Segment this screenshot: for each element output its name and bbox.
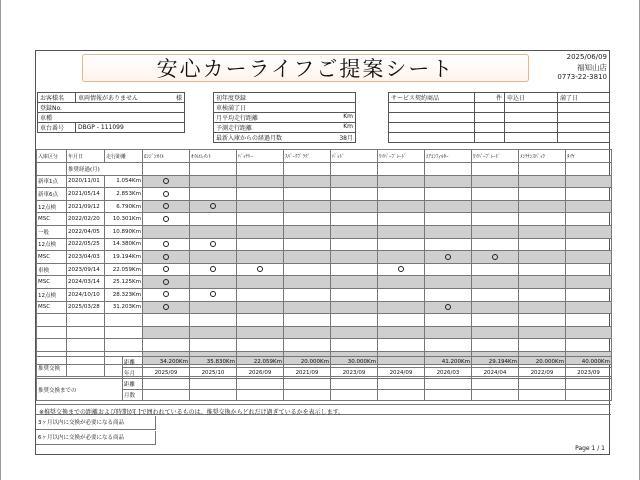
recommend-km: 41.200Km [425,357,472,368]
check-cell [331,276,378,289]
check-cell [237,263,284,276]
check-cell [425,276,472,289]
check-cell [237,238,284,251]
check-cell [566,263,612,276]
recommend-ym: 2025/10 [190,368,237,379]
check-cell [566,200,612,213]
check-cell [566,188,612,201]
footer-6months: 6ヶ月以内に交換が必要になる商品 [36,431,156,445]
header-row [37,150,612,163]
entry-type: 新車6点 [37,188,67,201]
entry-date: 2025/03/28 [67,301,105,314]
check-cell [143,213,190,226]
table-row [37,175,612,188]
entry-date: 2022/04/05 [67,225,105,238]
entry-type: MSC [37,251,67,264]
recommend-ym: 2024/09 [378,368,425,379]
check-cell [519,301,566,314]
column-header: ﾒﾝﾃﾅﾝｽﾊﾟｯｸ [519,150,566,163]
check-cell [284,213,331,226]
check-cell [143,188,190,201]
entry-date: 2023/04/03 [67,251,105,264]
contract-table [388,92,610,143]
check-cell [566,301,612,314]
predicted-distance: 予測走行距離 Km [214,123,356,133]
check-cell [378,288,425,301]
circle-mark-icon [163,216,169,222]
table-row [37,288,612,301]
check-cell [143,238,190,251]
check-cell [472,188,519,201]
check-cell [284,200,331,213]
check-cell [143,301,190,314]
entry-mileage: 14.380Km [105,238,143,251]
recommend-ym: 2024/04 [472,368,519,379]
circle-mark-icon [210,241,216,247]
column-header: ｴｱｺﾝﾌｨﾙﾀｰ [425,150,472,163]
entry-mileage: 25.125Km [105,276,143,289]
recommend-km: 20.000Km [519,357,566,368]
customer-name-value: 車両情報がありません 様 [76,93,185,103]
circle-mark-icon [492,254,498,260]
customer-table [37,92,185,133]
column-header: ﾊﾟｯﾄﾞ [331,150,378,163]
footer-3months: 3ヶ月以内に交換が必要になる商品 [36,416,156,430]
check-cell [519,288,566,301]
check-cell [237,251,284,264]
contract-product-label: サービス契約商品 [389,93,475,103]
check-cell [190,238,237,251]
check-cell [284,188,331,201]
check-cell [331,225,378,238]
check-cell [237,200,284,213]
entry-mileage: 6.790Km [105,200,143,213]
check-cell [519,175,566,188]
circle-mark-icon [445,304,451,310]
chassis-value: DBGP - 111099 [76,123,185,133]
table-row [37,213,612,226]
page-number: Page 1 / 1 [575,445,605,452]
recommend-month-row [37,368,612,379]
check-cell [425,225,472,238]
check-cell [284,263,331,276]
circle-mark-icon [257,266,263,272]
column-header: 入庫区分 [37,150,67,163]
check-cell [237,288,284,301]
recommended-months-label: 推奨経過(月) [67,163,143,176]
entry-type: MSC [37,213,67,226]
column-header: ﾊﾞｯﾃﾘｰ [237,150,284,163]
check-cell [237,188,284,201]
shop-name: 福知山店 [577,63,607,72]
check-cell [425,251,472,264]
check-cell [237,225,284,238]
until-label: 推奨交換までの [37,379,123,401]
check-cell [472,213,519,226]
recommend-km: 20.000Km [284,357,331,368]
circle-mark-icon [210,203,216,209]
circle-mark-icon [210,291,216,297]
circle-mark-icon [163,291,169,297]
check-cell [566,225,612,238]
title-box [82,54,529,82]
table-row [37,238,612,251]
recommend-ym: 2026/03 [425,368,472,379]
contract-apply-label: 申込日 [505,93,558,103]
recommend-ym-label: 年月 [123,368,143,379]
entry-date: 2024/03/14 [67,276,105,289]
check-cell [425,238,472,251]
subheader-row [37,163,612,176]
check-cell [566,175,612,188]
entry-date: 2023/09/14 [67,263,105,276]
column-header: ﾛﾝｼﾞﾝｵｲﾙ [143,150,190,163]
until-month-row [37,390,612,401]
maintenance-history-table [36,149,612,377]
entry-type: 新車1点 [37,175,67,188]
check-cell [378,200,425,213]
check-cell [378,301,425,314]
entry-type: 12点検 [37,200,67,213]
check-cell [190,188,237,201]
recommend-km: 35.830Km [190,357,237,368]
check-cell [519,263,566,276]
monthly-distance: 月平均走行距離 Km [214,113,356,123]
column-header: 走行距離 [105,150,143,163]
vehicle-table [213,92,356,143]
check-cell [284,225,331,238]
entry-type: 12点検 [37,238,67,251]
entry-date: 2021/09/12 [67,200,105,213]
table-row [37,263,612,276]
sheet-date: 2025/06/09 [566,53,607,61]
column-header: ﾜｲﾊﾟｰﾌﾞﾚｰﾄﾞ [472,150,519,163]
until-month-label: 月数 [123,390,143,401]
until-distance-label: 距離 [123,379,143,390]
entry-date: 2022/05/25 [67,238,105,251]
check-cell [425,213,472,226]
check-cell [519,200,566,213]
check-cell [519,251,566,264]
check-cell [519,225,566,238]
column-header: 年月日 [67,150,105,163]
check-cell [472,301,519,314]
table-row [37,200,612,213]
check-cell [566,238,612,251]
check-cell [284,238,331,251]
table-row [37,276,612,289]
check-cell [284,175,331,188]
recommend-km: 22.059Km [237,357,284,368]
note-text: ※推奨交換までの距離および時期が[ ]で囲われているものは、推奨交換からどれだけ過ぎているかを表示します。 [36,404,611,415]
recommend-km: 40.000Km [566,357,612,368]
table-row [37,339,612,352]
check-cell [284,251,331,264]
check-cell [190,200,237,213]
table-row [37,225,612,238]
contract-count-label: 件 [475,93,505,103]
circle-mark-icon [163,178,169,184]
recommend-ym: 2026/09 [237,368,284,379]
recommend-km [378,357,425,368]
circle-mark-icon [163,191,169,197]
table-row [37,301,612,314]
entry-type: 車検 [37,263,67,276]
sheet-title: 安心カーライフご提案シート [156,57,455,81]
recommend-ym: 2025/09 [143,368,190,379]
check-cell [519,188,566,201]
inspection-label: 車検満了日 [214,103,356,113]
check-cell [425,301,472,314]
circle-mark-icon [163,279,169,285]
check-cell [378,213,425,226]
check-cell [425,188,472,201]
shop-phone: 0773-22-3810 [557,73,607,81]
check-cell [331,288,378,301]
check-cell [331,200,378,213]
check-cell [566,288,612,301]
check-cell [190,225,237,238]
first-reg-label: 初年度登録 [214,93,356,103]
check-cell [566,276,612,289]
check-cell [378,263,425,276]
check-cell [425,263,472,276]
recommend-label: 推奨交換 [37,357,123,379]
circle-mark-icon [163,203,169,209]
check-cell [378,238,425,251]
check-cell [519,213,566,226]
check-cell [472,238,519,251]
recommend-km: 34.200Km [143,357,190,368]
column-header: ｽﾊﾟｰｸﾌﾟﾗｸﾞ [284,150,331,163]
check-cell [425,288,472,301]
check-cell [378,276,425,289]
check-cell [331,175,378,188]
check-cell [472,200,519,213]
check-cell [519,276,566,289]
check-cell [143,225,190,238]
check-cell [472,276,519,289]
check-cell [143,276,190,289]
check-cell [378,175,425,188]
recommend-table [36,356,612,401]
check-cell [519,238,566,251]
check-cell [190,276,237,289]
check-cell [331,188,378,201]
check-cell [472,251,519,264]
entry-mileage: 28.323Km [105,288,143,301]
check-cell [331,213,378,226]
check-cell [472,288,519,301]
check-cell [378,251,425,264]
check-cell [237,301,284,314]
customer-name-label: お客様名 [38,93,76,103]
recommend-ym: 2021/09 [284,368,331,379]
recommend-ym: 2023/09 [566,368,612,379]
entry-mileage: 2.853Km [105,188,143,201]
check-cell [143,200,190,213]
column-header: ﾜｲﾊﾟｰﾌﾞﾚｰﾄﾞ [378,150,425,163]
circle-mark-icon [163,266,169,272]
check-cell [190,301,237,314]
entry-mileage: 10.301Km [105,213,143,226]
recommend-ym: 2023/09 [331,368,378,379]
check-cell [284,276,331,289]
circle-mark-icon [398,266,404,272]
circle-mark-icon [163,254,169,260]
entry-mileage: 22.059Km [105,263,143,276]
check-cell [190,263,237,276]
circle-mark-icon [163,304,169,310]
recommend-km: 30.000Km [331,357,378,368]
entry-date: 2022/02/20 [67,213,105,226]
check-cell [378,225,425,238]
chassis-label: 車台番号 [38,123,76,133]
check-cell [143,251,190,264]
model-label: 車種 [38,113,185,123]
recommend-distance-row [37,357,612,368]
table-row [37,251,612,264]
check-cell [143,175,190,188]
circle-mark-icon [210,266,216,272]
entry-type: MSC [37,276,67,289]
check-cell [237,213,284,226]
column-header: ｵｲﾙｴﾚﾒﾝﾄ [190,150,237,163]
check-cell [425,200,472,213]
check-cell [331,263,378,276]
recommend-km: 29.194Km [472,357,519,368]
elapsed-months: 最新入庫からの経過月数 38月 [214,133,356,143]
table-row [37,326,612,339]
entry-type: 一般 [37,225,67,238]
check-cell [331,301,378,314]
check-cell [237,276,284,289]
check-cell [237,175,284,188]
entry-mileage: 10.890Km [105,225,143,238]
circle-mark-icon [163,241,169,247]
check-cell [284,288,331,301]
check-cell [284,301,331,314]
check-cell [378,188,425,201]
entry-type: 12点検 [37,288,67,301]
entry-date: 2021/05/14 [67,188,105,201]
entry-mileage: 1.054Km [105,175,143,188]
table-row [37,314,612,327]
check-cell [472,263,519,276]
check-cell [143,263,190,276]
entry-date: 2024/10/10 [67,288,105,301]
check-cell [190,251,237,264]
check-cell [425,175,472,188]
entry-mileage: 31.203Km [105,301,143,314]
check-cell [566,213,612,226]
check-cell [331,251,378,264]
check-cell [190,288,237,301]
entry-type: MSC [37,301,67,314]
check-cell [190,175,237,188]
check-cell [331,238,378,251]
table-row [37,188,612,201]
reg-no-label: 登録No. [38,103,185,113]
recommend-km-label: 距離 [123,357,143,368]
check-cell [472,225,519,238]
recommend-ym: 2022/09 [519,368,566,379]
check-cell [566,251,612,264]
check-cell [143,288,190,301]
check-cell [472,175,519,188]
circle-mark-icon [445,254,451,260]
entry-date: 2020/11/01 [67,175,105,188]
contract-end-label: 満了日 [558,93,610,103]
check-cell [190,213,237,226]
until-distance-row [37,379,612,390]
proposal-sheet [35,50,610,455]
entry-mileage: 19.194Km [105,251,143,264]
column-header: ﾀｲﾔ [566,150,612,163]
